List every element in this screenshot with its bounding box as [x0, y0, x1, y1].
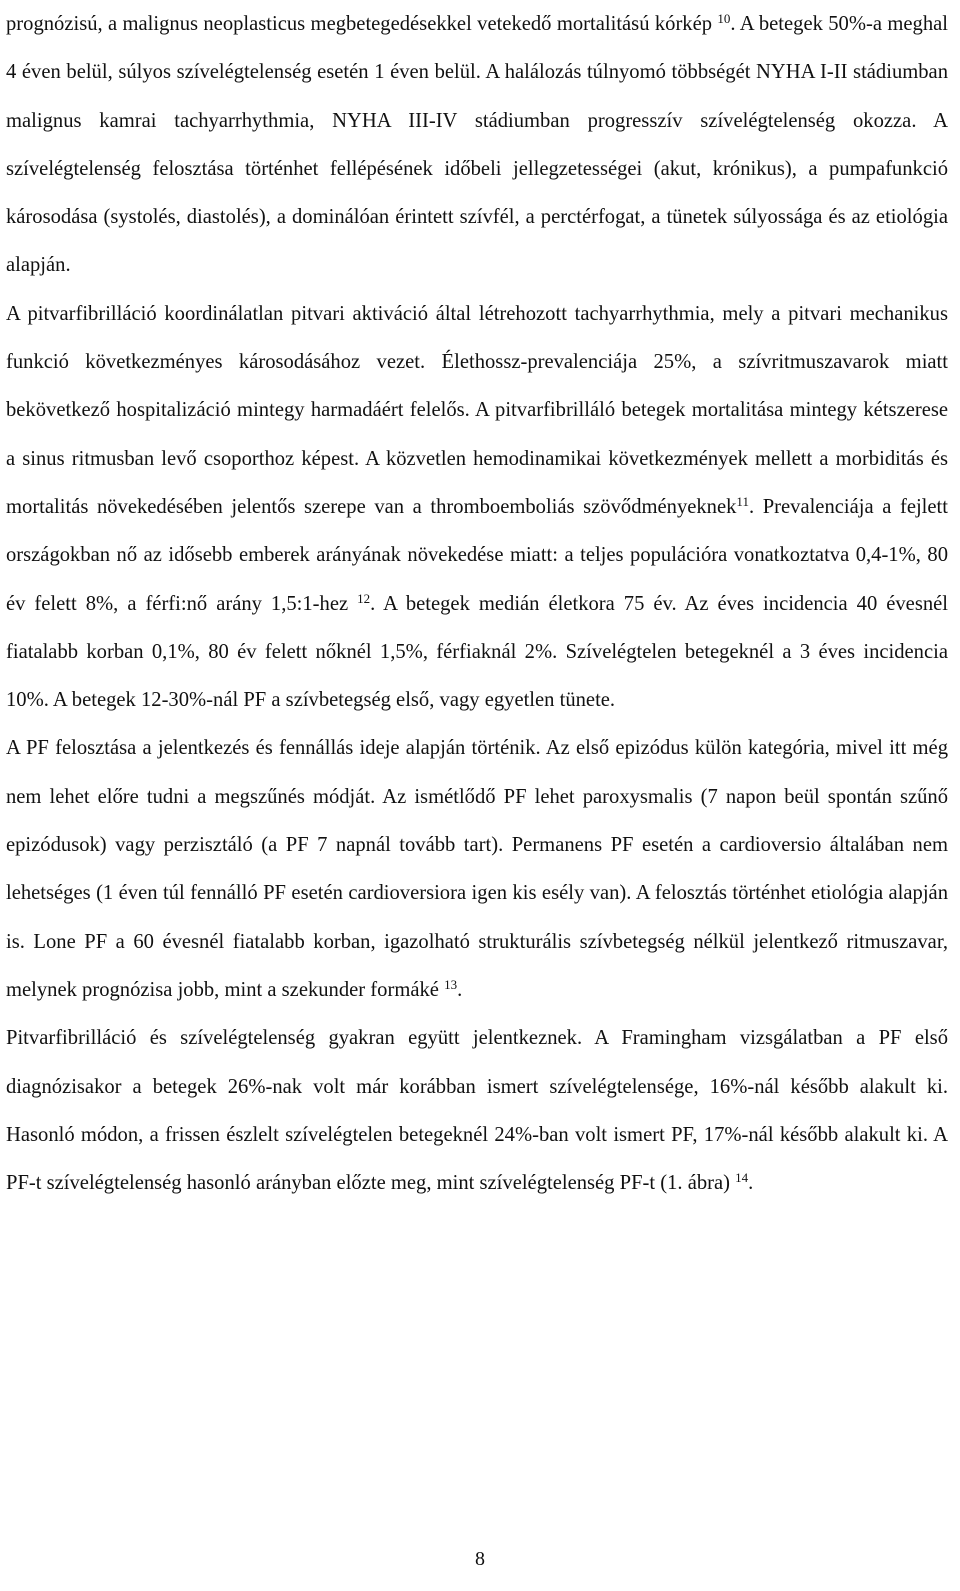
- text-run: .: [457, 978, 463, 1001]
- paragraph-atrial-fibrillation-definition: [6, 290, 948, 725]
- text-run: .: [748, 1172, 754, 1195]
- citation-superscript: 14: [735, 1170, 749, 1186]
- text-run: . A betegek medián életkora 75 év. Az éves incidencia 40 évesnél fiatalabb korban 0,1%, 80 év felett nőknél 1,5%, férfiaknál 2%. Szívelégtelen betegeknél a 3 éves incidencia 10%. A betegek 12-30%-nál PF a szívbetegség első, vagy egyetlen tünete.: [6, 592, 948, 712]
- paragraph-prognosis: [6, 0, 948, 290]
- paragraph-af-classification: [6, 724, 948, 1014]
- text-run: . A betegek 50%-a meghal 4 éven belül, súlyos szívelégtelenség esetén 1 éven belül. A halálozás túlnyomó többségét NYHA I-II stádiumban malignus kamrai tachyarrhythmia, NYHA III-IV stádiumban progresszív szívelégtelenség okozza. A szívelégtelenség felosztása történhet fellépésének időbeli jellegzetességei (akut, krónikus), a pumpafunkció károsodása (systolés, diastolés), a dominálóan érintett szívfél, a perctérfogat, a tünetek súlyossága és az etiológia alapján.: [6, 13, 948, 277]
- citation-superscript: 10: [717, 11, 731, 26]
- text-run: . Prevalenciája a fejlett országokban nő az idősebb emberek arányának növekedése miatt: a teljes populációra vonatkoztatva 0,4-1%, 80 év felett 8%, a férfi:nő arány 1,5:1-hez: [6, 495, 948, 615]
- page-number: 8: [475, 1548, 485, 1570]
- paragraph-af-and-heart-failure: [6, 1014, 948, 1207]
- citation-superscript: 11: [736, 493, 749, 509]
- text-run: Pitvarfibrilláció és szívelégtelenség gyakran együtt jelentkeznek. A Framingham vizsgálatban a PF első diagnózisakor a betegek 26%-nak volt már korábban ismert szívelégtelensége, 16%-nál később alakult ki. Hasonló módon, a frissen észlelt szívelégtelen betegeknél 24%-ban volt ismert PF, 17%-nál később alakult ki. A PF-t szívelégtelenség hasonló arányban előzte meg, mint szívelégtelenség PF-t (1. ábra): [6, 1027, 948, 1195]
- citation-superscript: 13: [444, 976, 458, 992]
- text-run: A pitvarfibrilláció koordinálatlan pitvari aktiváció által létrehozott tachyarrhythmia, mely a pitvari mechanikus funkció következményes károsodásához vezet. Élethossz-prevalenciája 25%, a szívritmuszavarok miatt bekövetkező hospitalizáció mintegy harmadáért felelős. A pitvarfibrilláló betegek mortalitása mintegy kétszerese a sinus ritmusban levő csoporthoz képest. A közvetlen hemodinamikai következmények mellett a morbiditás és mortalitás növekedésében jelentős szerepe van a thromboemboliás szövődményeknek: [6, 302, 948, 518]
- text-run: prognózisú, a malignus neoplasticus megbetegedésekkel vetekedő mortalitású kórkép: [6, 13, 718, 35]
- text-run: A PF felosztása a jelentkezés és fennállás ideje alapján történik. Az első epizódus külön kategória, mivel itt még nem lehet előre tudni a megszűnés módját. Az ismétlődő PF lehet paroxysmalis (7 napon beül spontán szűnő epizódusok) vagy perzisztáló (a PF 7 napnál tovább tart). Permanens PF esetén a cardioversio általában nem lehetséges (1 éven túl fennálló PF esetén cardioversiora igen kis esély van). A felosztás történhet etiológia alapján is. Lone PF a 60 évesnél fiatalabb korban, igazolható strukturális szívbetegség nélkül jelentkező ritmuszavar, melynek prognózisa jobb, mint a szekunder formáké: [6, 737, 948, 1001]
- document-page: [6, 0, 948, 1207]
- citation-superscript: 12: [357, 590, 371, 606]
